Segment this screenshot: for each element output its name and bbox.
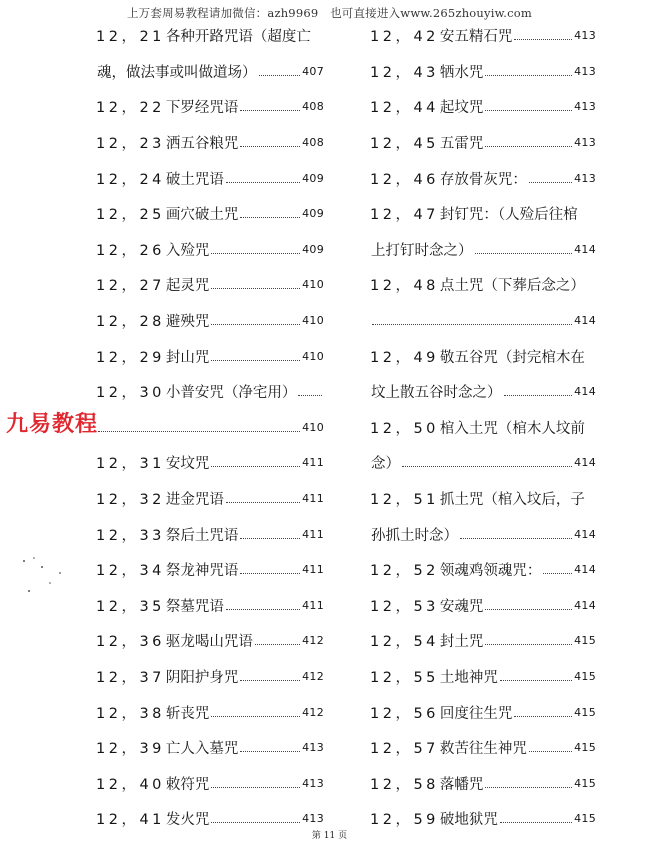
toc-entry[interactable] bbox=[96, 89, 324, 125]
section-number: 12，21 bbox=[96, 29, 165, 46]
toc-entry[interactable] bbox=[370, 516, 596, 552]
toc-entry[interactable] bbox=[370, 232, 596, 268]
dot-leader bbox=[298, 395, 322, 396]
dot-leader bbox=[529, 182, 572, 183]
page-number: 411 bbox=[302, 563, 324, 577]
section-number: 12，29 bbox=[96, 349, 165, 366]
section-number: 12，36 bbox=[96, 634, 165, 651]
dot-leader bbox=[240, 217, 300, 218]
dot-leader bbox=[485, 787, 572, 788]
page-number: 414 bbox=[574, 385, 596, 399]
dot-leader bbox=[485, 110, 572, 111]
section-number: 12，51 bbox=[370, 492, 439, 509]
toc-row bbox=[96, 765, 324, 801]
page-number: 410 bbox=[302, 349, 324, 363]
toc-row bbox=[96, 196, 324, 232]
toc-entry[interactable] bbox=[96, 445, 324, 481]
section-title: 斩丧咒 bbox=[165, 705, 210, 722]
page-number: 410 bbox=[302, 420, 324, 434]
page-number: 415 bbox=[574, 812, 596, 826]
section-number: 12，49 bbox=[370, 349, 439, 366]
section-number: 12，45 bbox=[370, 136, 439, 153]
section-title: 棺入土咒（棺木人坟前 bbox=[439, 420, 585, 437]
section-title: 封土咒 bbox=[439, 634, 484, 651]
toc-entry[interactable] bbox=[96, 516, 324, 552]
section-title: 祭龙神咒语 bbox=[165, 563, 239, 580]
dot-leader bbox=[226, 609, 300, 610]
toc-row bbox=[370, 232, 596, 268]
toc-entry[interactable] bbox=[96, 54, 324, 90]
toc-entry[interactable] bbox=[96, 18, 324, 54]
page-number: 414 bbox=[574, 527, 596, 541]
watermark-stamp: 九易教程 bbox=[6, 412, 99, 437]
toc-row bbox=[96, 125, 324, 161]
section-title: 敬五谷咒（封完棺木在 bbox=[439, 349, 585, 366]
page-number: 412 bbox=[302, 634, 324, 648]
toc-row bbox=[370, 54, 596, 90]
section-number: 12，27 bbox=[96, 278, 165, 295]
toc-entry[interactable] bbox=[96, 410, 324, 446]
dot-leader bbox=[460, 538, 572, 539]
toc-entry[interactable] bbox=[370, 445, 596, 481]
page-number: 415 bbox=[574, 776, 596, 790]
section-number: 12，24 bbox=[96, 171, 165, 188]
toc-row bbox=[370, 267, 596, 303]
section-title: 破土咒语 bbox=[165, 171, 224, 188]
dot-leader bbox=[226, 502, 300, 503]
section-title: 下罗经咒语 bbox=[165, 100, 239, 117]
toc-row bbox=[96, 89, 324, 125]
section-title: 驱龙喝山咒语 bbox=[165, 634, 253, 651]
section-number: 12，58 bbox=[370, 776, 439, 793]
page-number: 414 bbox=[574, 314, 596, 328]
dot-leader bbox=[211, 288, 300, 289]
section-title: 点土咒（下葬后念之） bbox=[439, 278, 585, 295]
dot-leader bbox=[475, 253, 573, 254]
section-title: 避殃咒 bbox=[165, 314, 210, 331]
toc-row bbox=[96, 160, 324, 196]
dot-leader bbox=[514, 39, 572, 40]
toc-row bbox=[96, 374, 324, 410]
toc-entry[interactable] bbox=[370, 18, 596, 54]
section-number: 12，46 bbox=[370, 171, 439, 188]
toc-row bbox=[96, 694, 324, 730]
page-number: 413 bbox=[574, 136, 596, 150]
section-title: 存放骨灰咒： bbox=[439, 171, 527, 188]
page-number: 409 bbox=[302, 242, 324, 256]
toc-entry[interactable] bbox=[370, 552, 596, 588]
toc-row bbox=[96, 730, 324, 766]
section-title: 牺水咒 bbox=[439, 64, 484, 81]
page-number: 415 bbox=[574, 741, 596, 755]
toc-row bbox=[96, 232, 324, 268]
page-number: 412 bbox=[302, 669, 324, 683]
dot-leader bbox=[211, 822, 300, 823]
section-title: 土地神咒 bbox=[439, 669, 498, 686]
section-number: 12，48 bbox=[370, 278, 439, 295]
toc-row bbox=[370, 89, 596, 125]
section-title: 落幡咒 bbox=[439, 776, 484, 793]
section-title: 发火咒 bbox=[165, 812, 210, 829]
page-number: 408 bbox=[302, 136, 324, 150]
page-number: 409 bbox=[302, 171, 324, 185]
page-number: 411 bbox=[302, 492, 324, 506]
page-number: 413 bbox=[574, 29, 596, 43]
toc-entry[interactable] bbox=[370, 623, 596, 659]
section-title: 魂，做法事或叫做道场） bbox=[97, 64, 257, 81]
toc-row bbox=[96, 303, 324, 339]
dot-leader bbox=[529, 751, 572, 752]
section-number: 12，40 bbox=[96, 776, 165, 793]
section-title: 敕符咒 bbox=[165, 776, 210, 793]
toc-row bbox=[370, 410, 596, 446]
section-number: 12，23 bbox=[96, 136, 165, 153]
page-number: 413 bbox=[302, 776, 324, 790]
dot-leader bbox=[240, 680, 300, 681]
toc-row bbox=[370, 18, 596, 54]
section-title: 洒五谷粮咒 bbox=[165, 136, 239, 153]
toc-entry[interactable] bbox=[370, 125, 596, 161]
page-number: 413 bbox=[574, 171, 596, 185]
dot-leader bbox=[211, 466, 300, 467]
dot-leader bbox=[211, 360, 300, 361]
dot-leader bbox=[500, 680, 572, 681]
section-title: 进金咒语 bbox=[165, 492, 224, 509]
section-number: 12，43 bbox=[370, 64, 439, 81]
toc-entry[interactable] bbox=[370, 160, 596, 196]
section-title: 祭墓咒语 bbox=[165, 598, 224, 615]
toc-entry[interactable] bbox=[370, 481, 596, 517]
section-number: 12，56 bbox=[370, 705, 439, 722]
section-number: 12，39 bbox=[96, 741, 165, 758]
dot-leader bbox=[211, 787, 300, 788]
toc-entry[interactable] bbox=[370, 54, 596, 90]
section-number: 12，32 bbox=[96, 492, 165, 509]
section-title: 封山咒 bbox=[165, 349, 210, 366]
section-title: 祭后土咒语 bbox=[165, 527, 239, 544]
toc-entry[interactable] bbox=[96, 659, 324, 695]
page-number-footer: 第 11 页 bbox=[311, 831, 348, 841]
toc-entry[interactable] bbox=[96, 232, 324, 268]
page-number: 413 bbox=[574, 64, 596, 78]
toc-entry[interactable] bbox=[370, 338, 596, 374]
page-number: 410 bbox=[302, 278, 324, 292]
dot-leader bbox=[504, 395, 573, 396]
toc-row bbox=[370, 338, 596, 374]
page-number: 414 bbox=[574, 456, 596, 470]
section-number: 12，52 bbox=[370, 563, 439, 580]
toc-row bbox=[96, 516, 324, 552]
page-header-notice: 上万套周易教程请加微信：azh9969 也可直接进入www.265zhouyiw.com bbox=[126, 6, 533, 20]
toc-entry[interactable] bbox=[370, 374, 596, 410]
toc-row bbox=[370, 125, 596, 161]
toc-row bbox=[370, 374, 596, 410]
toc-right-column bbox=[370, 18, 596, 837]
page-number: 411 bbox=[302, 456, 324, 470]
dot-leader bbox=[240, 538, 300, 539]
section-title: 安五精石咒 bbox=[439, 29, 513, 46]
section-title: 小普安咒（净宅用） bbox=[165, 385, 297, 402]
dot-leader bbox=[485, 609, 572, 610]
toc-entry[interactable] bbox=[370, 730, 596, 766]
dot-leader bbox=[543, 573, 572, 574]
section-title: 念） bbox=[371, 456, 400, 473]
dot-leader bbox=[240, 751, 300, 752]
section-number: 12，57 bbox=[370, 741, 439, 758]
toc-row bbox=[370, 160, 596, 196]
dot-leader bbox=[485, 146, 572, 147]
section-number: 12，54 bbox=[370, 634, 439, 651]
page-number: 412 bbox=[302, 705, 324, 719]
section-title: 亡人入墓咒 bbox=[165, 741, 239, 758]
toc-row bbox=[370, 730, 596, 766]
section-number: 12，28 bbox=[96, 314, 165, 331]
dot-leader bbox=[485, 644, 572, 645]
section-number: 12，26 bbox=[96, 242, 165, 259]
page-number: 413 bbox=[574, 100, 596, 114]
section-number: 12，53 bbox=[370, 598, 439, 615]
section-number: 12，42 bbox=[370, 29, 439, 46]
section-title: 安魂咒 bbox=[439, 598, 484, 615]
section-number: 12，55 bbox=[370, 669, 439, 686]
toc-row bbox=[370, 481, 596, 517]
toc-entry[interactable] bbox=[96, 267, 324, 303]
toc-row bbox=[370, 623, 596, 659]
toc-entry[interactable] bbox=[96, 552, 324, 588]
section-number: 12，25 bbox=[96, 207, 165, 224]
toc-entry[interactable] bbox=[96, 196, 324, 232]
toc-entry[interactable] bbox=[96, 730, 324, 766]
section-number: 12，47 bbox=[370, 207, 439, 224]
section-title: 上打钉时念之） bbox=[371, 242, 473, 259]
section-title: 破地狱咒 bbox=[439, 812, 498, 829]
toc-row bbox=[96, 481, 324, 517]
page-number: 413 bbox=[302, 812, 324, 826]
section-number: 12，34 bbox=[96, 563, 165, 580]
section-title: 回度往生咒 bbox=[439, 705, 513, 722]
section-number: 12，41 bbox=[96, 812, 165, 829]
toc-entry[interactable] bbox=[370, 694, 596, 730]
dot-leader bbox=[259, 75, 301, 76]
toc-row bbox=[370, 694, 596, 730]
page-number: 411 bbox=[302, 598, 324, 612]
section-title: 画穴破土咒 bbox=[165, 207, 239, 224]
toc-entry[interactable] bbox=[96, 303, 324, 339]
toc-entry[interactable] bbox=[96, 160, 324, 196]
section-number: 12，30 bbox=[96, 385, 165, 402]
section-title: 孙抓土时念） bbox=[371, 527, 458, 544]
dot-leader bbox=[240, 146, 300, 147]
dot-leader bbox=[402, 466, 572, 467]
toc-entry[interactable] bbox=[370, 89, 596, 125]
toc-row bbox=[370, 588, 596, 624]
toc-row bbox=[96, 588, 324, 624]
dot-leader bbox=[514, 716, 572, 717]
section-title: 安坟咒 bbox=[165, 456, 210, 473]
toc-entry[interactable] bbox=[96, 338, 324, 374]
toc-row bbox=[370, 659, 596, 695]
page-number: 415 bbox=[574, 705, 596, 719]
toc-row bbox=[96, 410, 324, 446]
toc-left-column bbox=[96, 18, 324, 837]
toc-row bbox=[96, 623, 324, 659]
toc-entry[interactable] bbox=[370, 588, 596, 624]
section-title: 领魂鸡领魂咒： bbox=[439, 563, 542, 580]
toc-row bbox=[370, 445, 596, 481]
toc-entry[interactable] bbox=[96, 588, 324, 624]
section-number: 12，35 bbox=[96, 598, 165, 615]
toc-entry[interactable] bbox=[96, 694, 324, 730]
toc-entry[interactable] bbox=[96, 765, 324, 801]
page-number: 415 bbox=[574, 669, 596, 683]
page-number: 407 bbox=[302, 64, 324, 78]
toc-entry[interactable] bbox=[370, 410, 596, 446]
section-number: 12，31 bbox=[96, 456, 165, 473]
section-title: 抓土咒（棺入坟后，子 bbox=[439, 492, 585, 509]
dot-leader bbox=[485, 75, 572, 76]
dot-leader bbox=[226, 182, 300, 183]
section-title: 入殓咒 bbox=[165, 242, 210, 259]
scan-noise-specks bbox=[20, 555, 80, 615]
page-number: 414 bbox=[574, 242, 596, 256]
section-number: 12，33 bbox=[96, 527, 165, 544]
toc-row bbox=[96, 659, 324, 695]
dot-leader bbox=[98, 431, 300, 432]
section-title: 阴阳护身咒 bbox=[165, 669, 239, 686]
page-number: 413 bbox=[302, 741, 324, 755]
dot-leader bbox=[372, 324, 572, 325]
section-number: 12，37 bbox=[96, 669, 165, 686]
toc-row bbox=[96, 18, 324, 54]
toc-entry[interactable] bbox=[370, 267, 596, 303]
page-number: 408 bbox=[302, 100, 324, 114]
dot-leader bbox=[255, 644, 300, 645]
section-title: 救苦往生神咒 bbox=[439, 741, 527, 758]
dot-leader bbox=[211, 253, 300, 254]
section-number: 12，22 bbox=[96, 100, 165, 117]
toc-row bbox=[96, 445, 324, 481]
page-number: 414 bbox=[574, 598, 596, 612]
toc-row bbox=[370, 303, 596, 339]
toc-row bbox=[370, 552, 596, 588]
section-number: 12，59 bbox=[370, 812, 439, 829]
toc-entry[interactable] bbox=[370, 659, 596, 695]
toc-entry[interactable] bbox=[370, 196, 596, 232]
toc-row bbox=[370, 765, 596, 801]
toc-entry[interactable] bbox=[370, 303, 596, 339]
dot-leader bbox=[240, 110, 300, 111]
dot-leader bbox=[240, 573, 300, 574]
toc-row bbox=[96, 552, 324, 588]
toc-entry[interactable] bbox=[96, 623, 324, 659]
section-title: 起灵咒 bbox=[165, 278, 210, 295]
page-number: 415 bbox=[574, 634, 596, 648]
toc-row bbox=[96, 267, 324, 303]
page-number: 414 bbox=[574, 563, 596, 577]
toc-row bbox=[370, 516, 596, 552]
toc-entry[interactable] bbox=[96, 125, 324, 161]
toc-entry[interactable] bbox=[96, 374, 324, 410]
toc-row bbox=[370, 196, 596, 232]
section-number: 12，44 bbox=[370, 100, 439, 117]
dot-leader bbox=[500, 822, 572, 823]
section-title: 封钉咒：（人殓后往棺 bbox=[439, 207, 578, 224]
toc-row bbox=[96, 54, 324, 90]
page-number: 410 bbox=[302, 314, 324, 328]
toc-row bbox=[96, 338, 324, 374]
page-number: 411 bbox=[302, 527, 324, 541]
section-title: 起坟咒 bbox=[439, 100, 484, 117]
toc-entry[interactable] bbox=[96, 481, 324, 517]
toc-entry[interactable] bbox=[370, 765, 596, 801]
section-title: 坟上散五谷时念之） bbox=[371, 385, 502, 402]
section-number: 12，38 bbox=[96, 705, 165, 722]
section-title: 五雷咒 bbox=[439, 136, 484, 153]
dot-leader bbox=[211, 716, 300, 717]
dot-leader bbox=[211, 324, 300, 325]
section-title: 各种开路咒语（超度亡 bbox=[165, 29, 311, 46]
section-number: 12，50 bbox=[370, 420, 439, 437]
page-number: 409 bbox=[302, 207, 324, 221]
